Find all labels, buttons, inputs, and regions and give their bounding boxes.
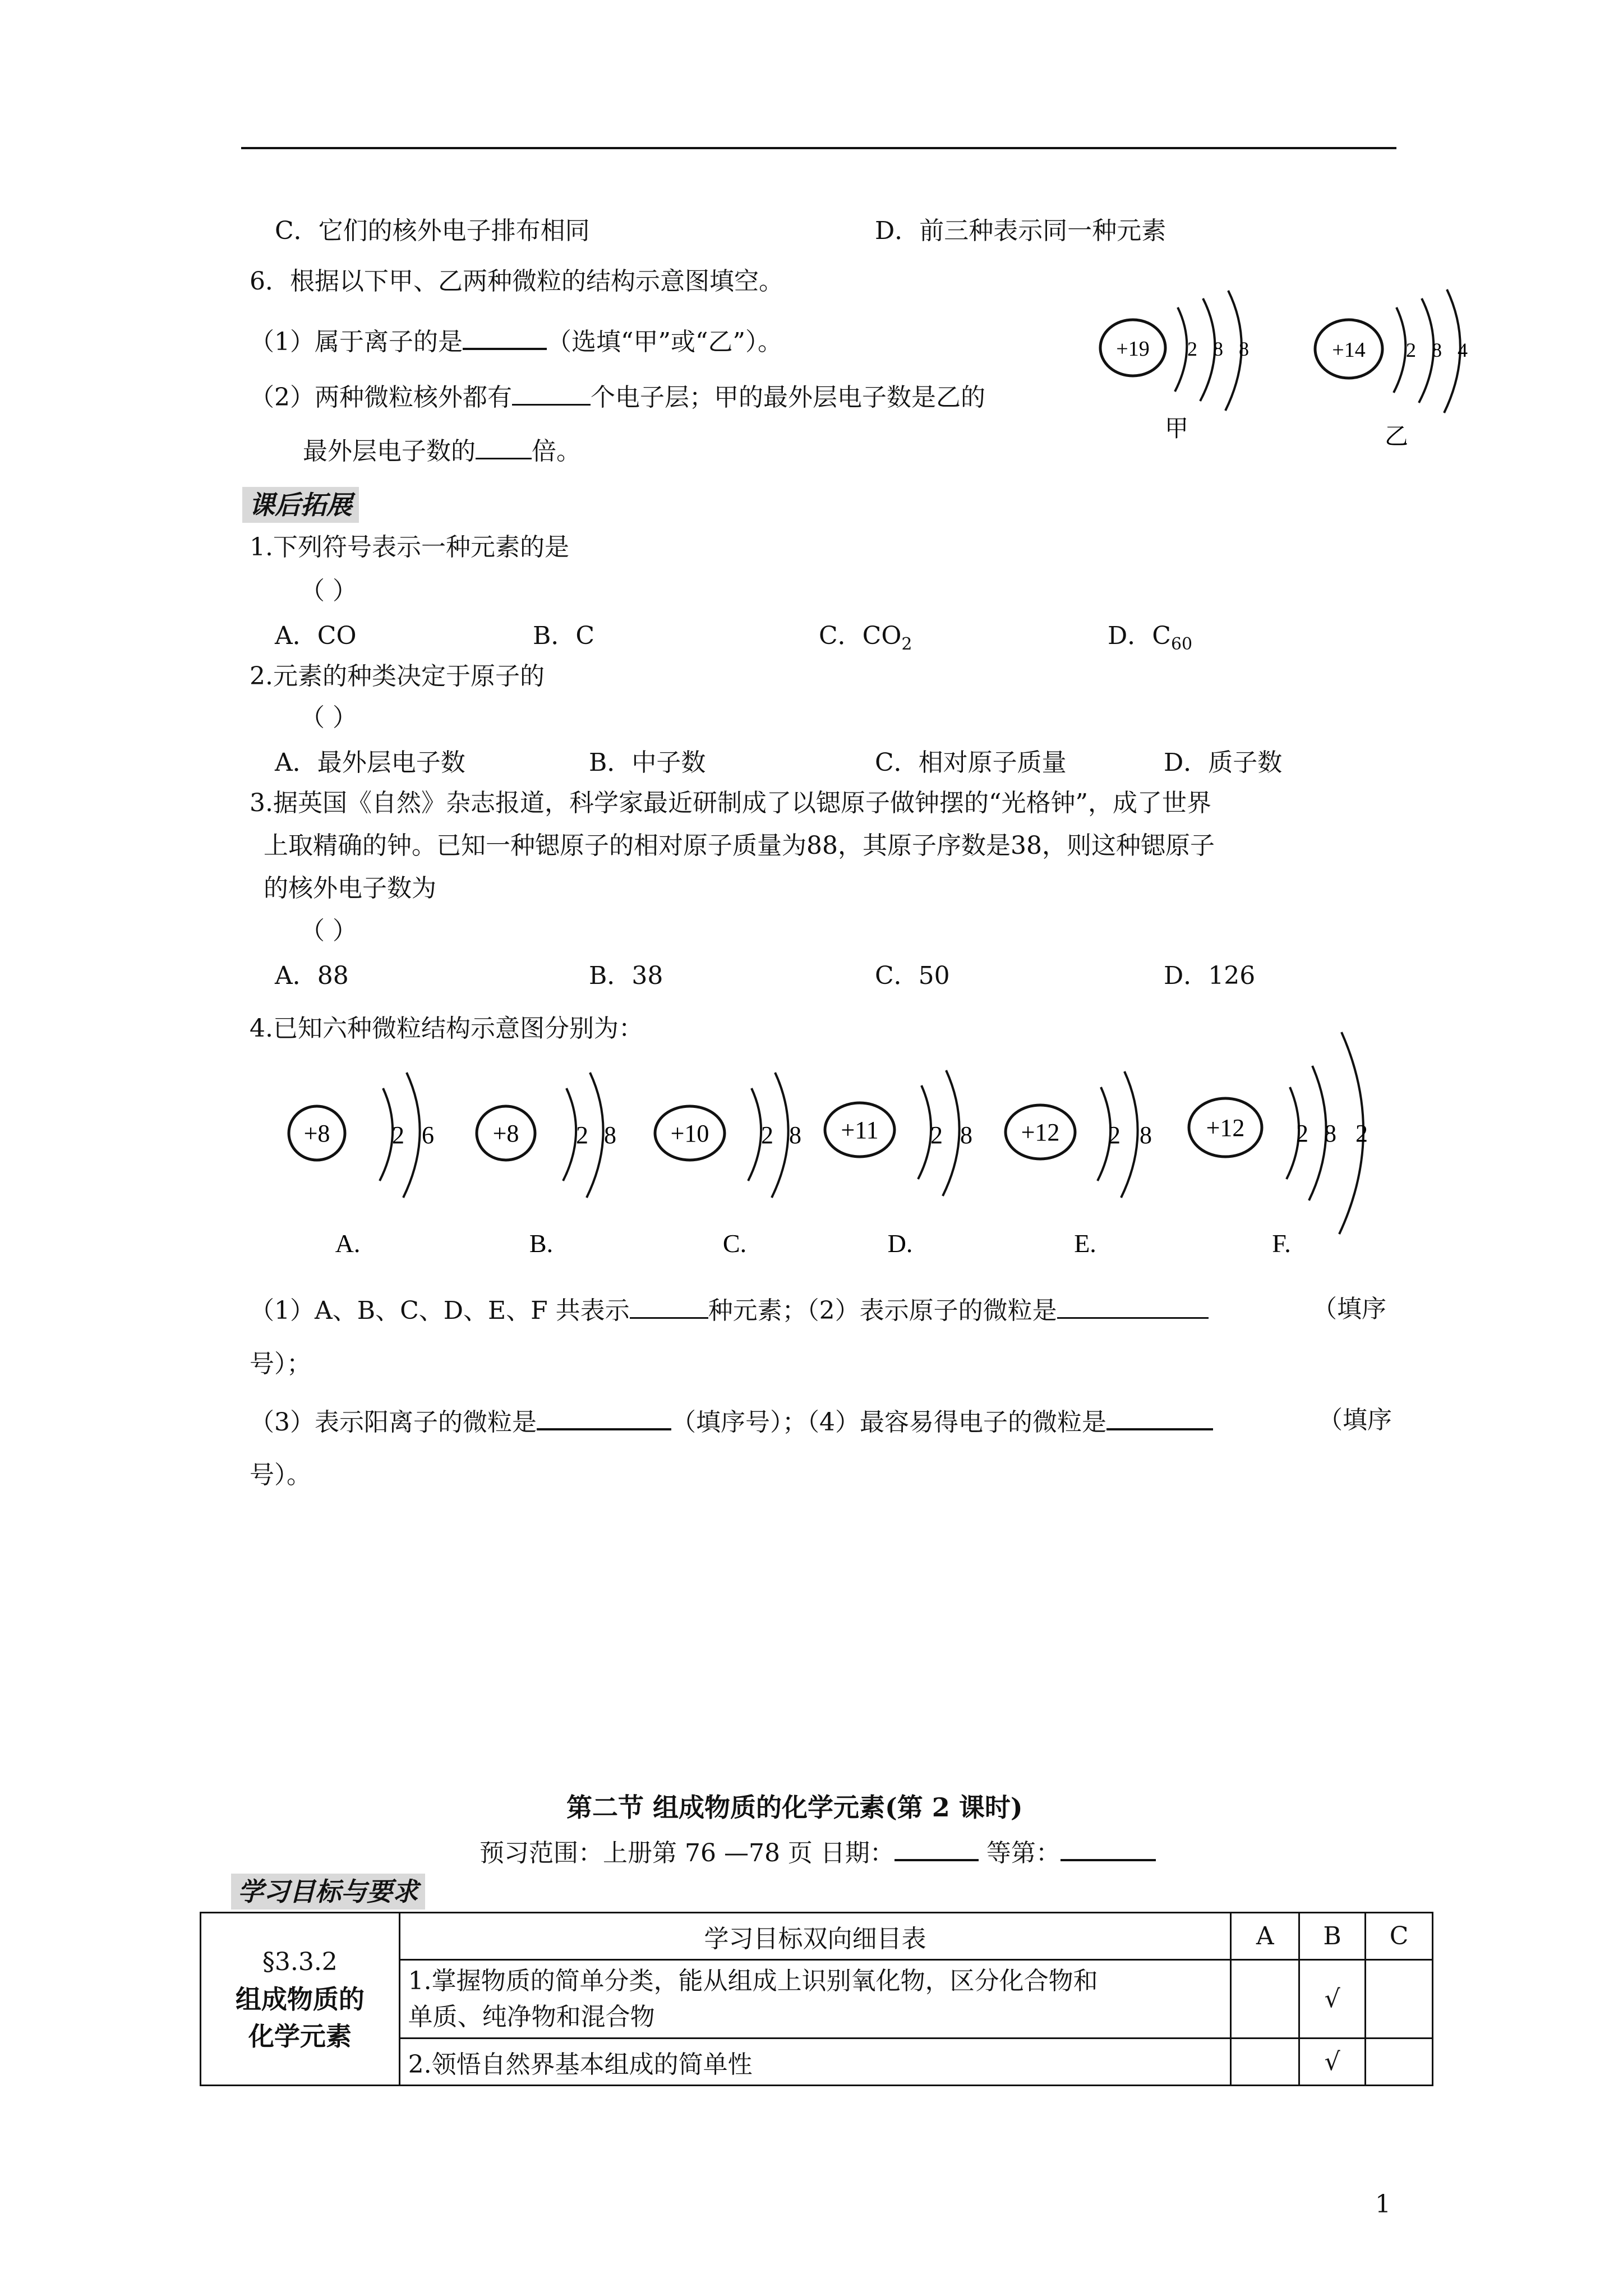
lesson-range: 预习范围：上册第 76 —78 页 日期： 等第： bbox=[479, 1834, 1156, 1870]
shell-electrons: 2 bbox=[761, 1121, 773, 1149]
topic-name-1: 组成物质的 bbox=[235, 1984, 365, 2014]
shell-electrons: 8 bbox=[960, 1121, 972, 1149]
section-label-goals: 学习目标与要求 bbox=[231, 1874, 425, 1910]
q6-part2-cont: 最外层电子数的 倍。 bbox=[303, 433, 581, 468]
diagram-label: B. bbox=[529, 1229, 554, 1257]
nucleus-charge: +19 bbox=[1116, 337, 1150, 361]
shell-electrons: 2 bbox=[1108, 1121, 1121, 1149]
date-blank[interactable] bbox=[895, 1834, 979, 1861]
topic-cell bbox=[201, 1913, 400, 2086]
shell-electrons: 2 bbox=[1355, 1120, 1368, 1147]
diagram-label: E. bbox=[1074, 1229, 1096, 1257]
ex4-diagram-f bbox=[1183, 1021, 1419, 1257]
shell-electrons: 2 bbox=[1187, 338, 1197, 360]
shell-electrons: 2 bbox=[930, 1121, 943, 1149]
objective-2-c bbox=[1366, 2039, 1433, 2086]
ex2-option-d: D．质子数 bbox=[1164, 748, 1283, 777]
ex4-blank-1[interactable] bbox=[630, 1292, 708, 1319]
nucleus-charge: +8 bbox=[303, 1120, 330, 1147]
ex4-diagram-b bbox=[471, 1021, 656, 1257]
ex2-option-c: C．相对原子质量 bbox=[875, 748, 1067, 777]
q6-diagram-yi bbox=[1307, 286, 1514, 454]
diagram-label: 甲 bbox=[1164, 416, 1189, 442]
ex3-option-d: D．126 bbox=[1164, 961, 1256, 990]
nucleus-charge: +8 bbox=[492, 1120, 519, 1147]
ex3-line3: 的核外电子数为 bbox=[264, 874, 436, 903]
ex4-diagram-a bbox=[283, 1021, 468, 1257]
shell-electrons: 6 bbox=[422, 1121, 434, 1149]
nucleus-charge: +10 bbox=[670, 1120, 709, 1147]
diagram-label: F. bbox=[1272, 1229, 1291, 1257]
ex1-option-d: D．$C_{60}$ bbox=[1108, 622, 1193, 654]
nucleus-charge: +12 bbox=[1021, 1119, 1060, 1146]
q6-part1: （1）属于离子的是 （选填“甲”或“乙”）。 bbox=[250, 323, 782, 359]
ex3-option-b: B．38 bbox=[589, 961, 663, 990]
q6-blank-3[interactable] bbox=[476, 433, 532, 459]
ex4-q1-tail: （填序 bbox=[1312, 1295, 1386, 1323]
shell-electrons: 2 bbox=[392, 1121, 404, 1149]
ex3-paren[interactable]: （ ） bbox=[300, 917, 357, 945]
ex3-line2: 上取精确的钟。已知一种锶原子的相对原子质量为88，其原子序数是38，则这种锶原子 bbox=[264, 831, 1215, 860]
shell-electrons: 8 bbox=[604, 1121, 616, 1149]
objective-1-a bbox=[1231, 1960, 1299, 2039]
col-b-header: B bbox=[1299, 1913, 1366, 1960]
ex2-paren[interactable]: （ ） bbox=[300, 703, 357, 732]
q6-stem: 6．根据以下甲、乙两种微粒的结构示意图填空。 bbox=[250, 267, 783, 296]
col-c-header: C bbox=[1366, 1913, 1433, 1960]
diagram-label: D. bbox=[887, 1229, 913, 1257]
ex4-blank-3[interactable] bbox=[537, 1404, 671, 1430]
ex4-q3-cont: 号）。 bbox=[250, 1461, 311, 1489]
shell-electrons: 8 bbox=[1213, 338, 1223, 360]
q5-option-c: C．它们的核外电子排布相同 bbox=[275, 217, 590, 245]
shell-electrons: 8 bbox=[1432, 339, 1442, 361]
ex4-q3: （3）表示阳离子的微粒是 （填序号）；（4）最容易得电子的微粒是 bbox=[250, 1404, 1213, 1439]
ex3-option-a: A．88 bbox=[275, 961, 349, 990]
page-number: 1 bbox=[1375, 2190, 1391, 2219]
col-a-header: A bbox=[1231, 1913, 1299, 1960]
objectives-table bbox=[200, 1912, 1433, 2086]
objective-1-b-check: √ bbox=[1299, 1960, 1366, 2039]
q6-diagram-jia bbox=[1094, 286, 1295, 449]
topic-code: §3.3.2 bbox=[262, 1947, 338, 1976]
grade-blank[interactable] bbox=[1061, 1834, 1156, 1861]
ex4-diagram-e bbox=[1001, 1021, 1186, 1257]
table-header: 学习目标双向细目表 bbox=[399, 1913, 1231, 1960]
ex4-q1-cont: 号）； bbox=[250, 1350, 311, 1378]
lesson-title: 第二节 组成物质的化学元素(第 2 课时) bbox=[566, 1792, 1023, 1823]
ex4-stem: 4.已知六种微粒结构示意图分别为： bbox=[250, 1014, 643, 1043]
nucleus-charge: +12 bbox=[1206, 1114, 1245, 1142]
shell-electrons: 2 bbox=[1406, 339, 1416, 361]
shell-electrons: 8 bbox=[1140, 1121, 1152, 1149]
ex4-q1: （1）A、B、C、D、E、F 共表示 种元素；（2）表示原子的微粒是 bbox=[250, 1292, 1209, 1328]
ex2-stem: 2.元素的种类决定于原子的 bbox=[250, 662, 545, 691]
objective-1-c bbox=[1366, 1960, 1433, 2039]
shell-electrons: 2 bbox=[1296, 1120, 1308, 1147]
objective-2: 2.领悟自然界基本组成的简单性 bbox=[399, 2039, 1231, 2086]
shell-electrons: 8 bbox=[789, 1121, 801, 1149]
nucleus-charge: +14 bbox=[1332, 338, 1366, 362]
ex4-blank-4[interactable] bbox=[1106, 1404, 1213, 1430]
diagram-label: A. bbox=[335, 1229, 361, 1257]
diagram-label: C. bbox=[722, 1229, 747, 1257]
ex2-option-b: B．中子数 bbox=[589, 748, 706, 777]
q6-part2: （2）两种微粒核外都有 个电子层；甲的最外层电子数是乙的 bbox=[250, 379, 985, 415]
shell-electrons: 4 bbox=[1458, 339, 1468, 361]
ex1-paren[interactable]: （ ） bbox=[300, 577, 357, 605]
ex1-option-a: A．CO bbox=[275, 622, 357, 650]
ex1-option-b: B．C bbox=[533, 622, 594, 650]
q6-blank-1[interactable] bbox=[463, 323, 547, 350]
objective-2-b-check: √ bbox=[1299, 2039, 1366, 2086]
objective-2-a bbox=[1231, 2039, 1299, 2086]
shell-electrons: 8 bbox=[1239, 338, 1249, 360]
ex4-q3-tail: （填序 bbox=[1318, 1406, 1392, 1434]
section-label-extension: 课后拓展 bbox=[242, 487, 359, 523]
q6-blank-2[interactable] bbox=[512, 379, 591, 406]
shell-electrons: 8 bbox=[1324, 1120, 1336, 1147]
topic-name-2: 化学元素 bbox=[248, 2021, 352, 2051]
q5-option-d: D．前三种表示同一种元素 bbox=[875, 217, 1166, 245]
objective-1: 1.掌握物质的简单分类，能从组成上识别氧化物，区分化合物和 单质、纯净物和混合物 bbox=[399, 1960, 1231, 2039]
ex4-blank-2[interactable] bbox=[1057, 1292, 1209, 1319]
ex1-option-c: C．$CO_2$ bbox=[819, 622, 912, 654]
ex3-option-c: C．50 bbox=[875, 961, 950, 990]
nucleus-charge: +11 bbox=[841, 1116, 879, 1144]
ex1-stem: 1.下列符号表示一种元素的是 bbox=[250, 533, 569, 562]
diagram-label: 乙 bbox=[1384, 424, 1409, 450]
shell-electrons: 2 bbox=[576, 1121, 588, 1149]
ex4-diagram-c bbox=[651, 1021, 836, 1257]
ex4-diagram-d bbox=[822, 1021, 1007, 1257]
header-rule bbox=[241, 147, 1396, 149]
ex2-option-a: A．最外层电子数 bbox=[275, 748, 465, 777]
ex3-line1: 3.据英国《自然》杂志报道，科学家最近研制成了以锶原子做钟摆的“光格钟”，成了世界 bbox=[250, 789, 1211, 817]
